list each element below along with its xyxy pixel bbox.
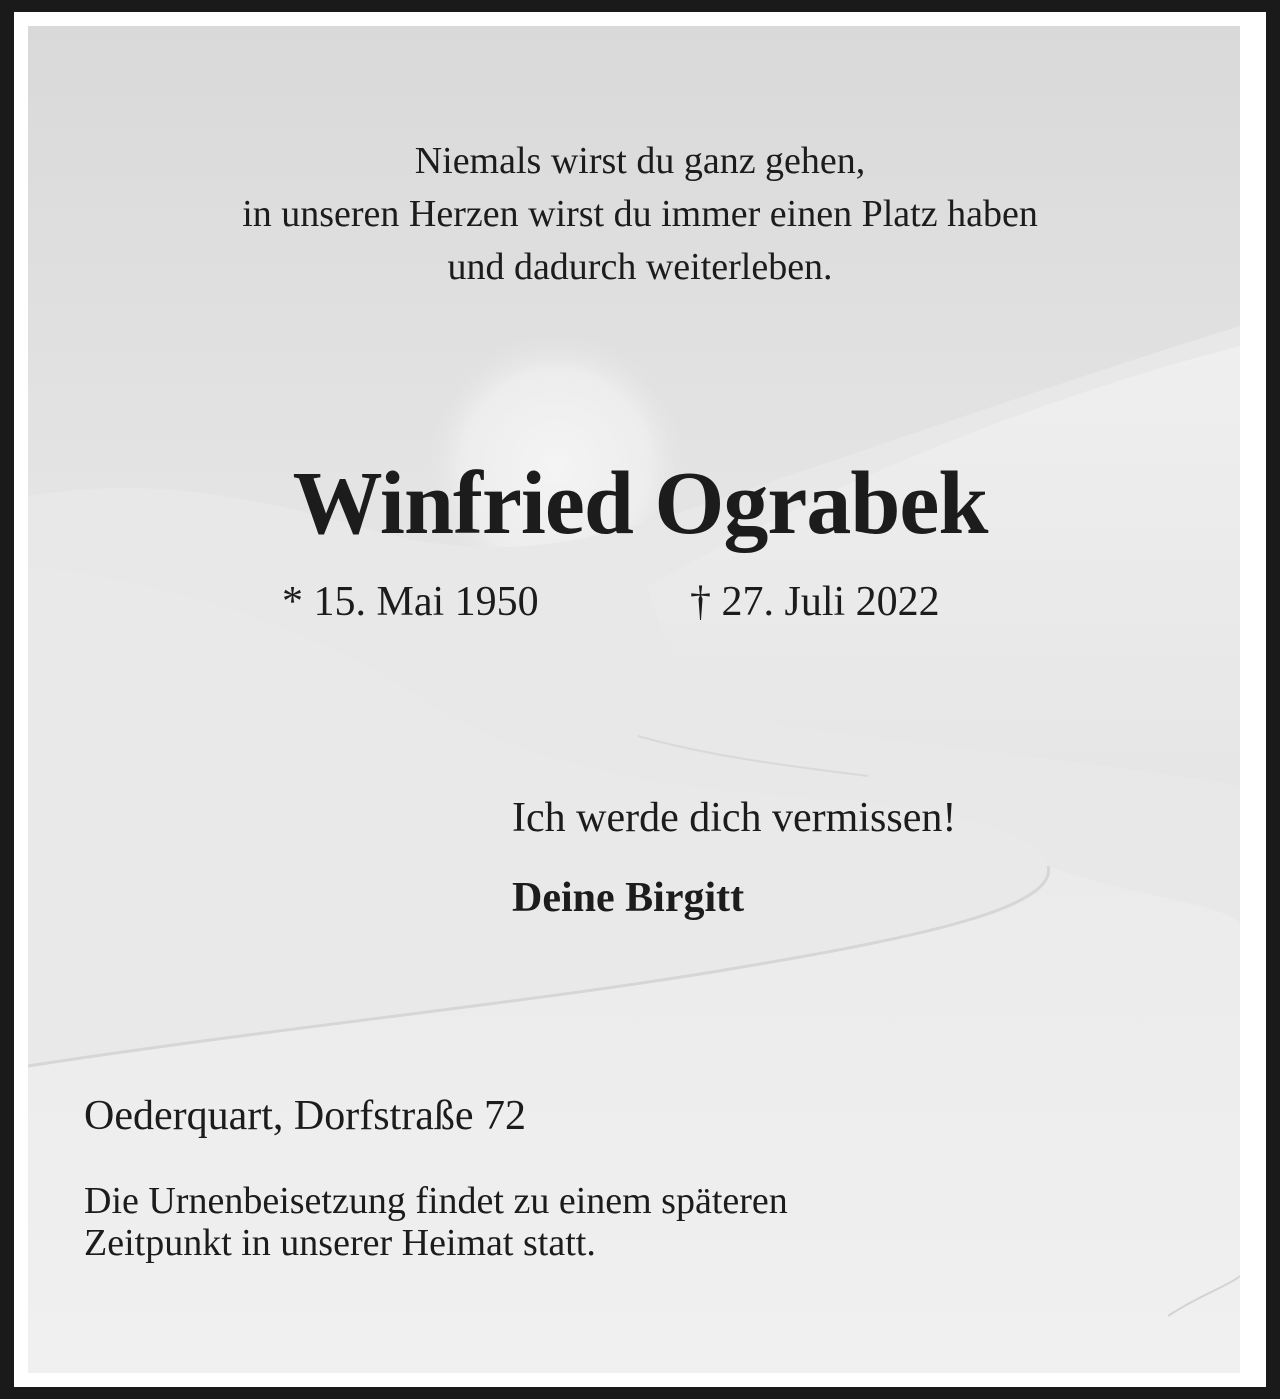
- birth-date: * 15. Mai 1950: [282, 579, 539, 625]
- poem-line-1: Niemals wirst du ganz gehen,: [414, 140, 866, 182]
- poem: [0, 135, 1280, 294]
- farewell-message: Ich werde dich vermissen!: [512, 795, 957, 841]
- death-date: † 27. Juli 2022: [690, 579, 940, 625]
- burial-note-line-2: Zeitpunkt in unserer Heimat statt.: [84, 1222, 596, 1264]
- poem-line-2: in unseren Herzen wirst du immer einen Platz haben: [242, 193, 1038, 235]
- address: Oederquart, Dorfstraße 72: [84, 1093, 526, 1139]
- burial-note: [84, 1180, 788, 1264]
- signature: Deine Birgitt: [512, 875, 745, 921]
- deceased-name: Winfried Ograbek: [292, 454, 988, 553]
- burial-note-line-1: Die Urnenbeisetzung findet zu einem späteren: [84, 1180, 788, 1222]
- poem-line-3: und dadurch weiterleben.: [447, 246, 833, 288]
